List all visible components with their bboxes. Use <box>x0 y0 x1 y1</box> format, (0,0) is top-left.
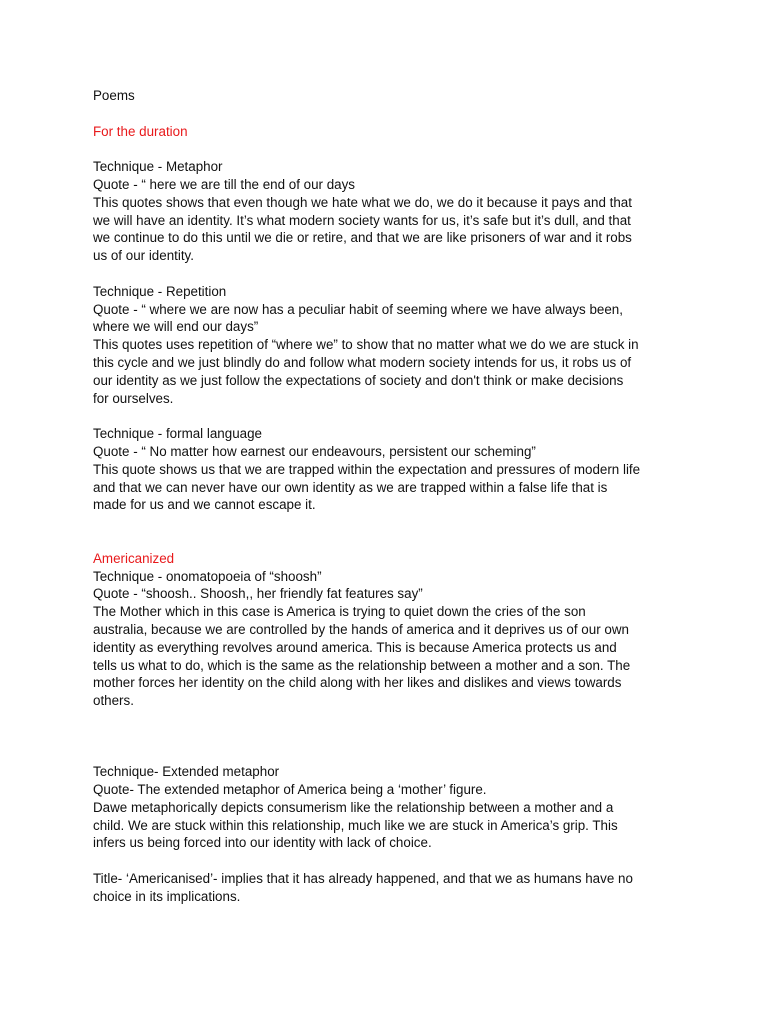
technique-label: Technique - Metaphor <box>93 159 223 175</box>
spacer <box>93 728 693 746</box>
analysis-line: we will have an identity. It’s what modern society wants for us, it’s safe but it’s dull, and that <box>93 212 631 228</box>
analysis-line: we continue to do this until we die or retire, and that we are like prisoners of war and it robs <box>93 230 632 246</box>
analysis-line: us of our identity. <box>93 248 194 264</box>
analysis-line: others. <box>93 693 134 709</box>
analysis-line: for ourselves. <box>93 390 174 406</box>
technique-label: Technique - Repetition <box>93 283 227 299</box>
quote-line: Quote- The extended metaphor of America being a ‘mother’ figure. <box>93 782 487 798</box>
section-heading-americanized: Americanized <box>93 550 175 566</box>
technique-label: Technique - formal language <box>93 426 262 442</box>
quote-line: Quote - “shoosh.. Shoosh,, her friendly fat features say” <box>93 586 423 602</box>
analysis-line: child. We are stuck within this relationship, much like we are stuck in America’s grip. This <box>93 817 618 833</box>
quote-line: Quote - “ where we are now has a peculiar habit of seeming where we have always been, <box>93 301 623 317</box>
analysis-line: Dawe metaphorically depicts consumerism like the relationship between a mother and a <box>93 799 614 815</box>
page-title: Poems <box>93 88 135 103</box>
analysis-line: infers us being forced into our identity with lack of choice. <box>93 835 432 851</box>
quote-line: Quote - “ No matter how earnest our endeavours, persistent our scheming” <box>93 443 536 459</box>
quote-line: where we will end our days” <box>93 319 259 335</box>
analysis-line: tells us what to do, which is the same as the relationship between a mother and a son. The <box>93 657 631 673</box>
technique-label: Technique- Extended metaphor <box>93 764 280 780</box>
analysis-line: our identity as we just follow the expectations of society and don't think or make decisions <box>93 372 624 388</box>
analysis-line: and that we can never have our own identity as we are trapped within a false life that is <box>93 479 608 495</box>
section-heading-for-the-duration: For the duration <box>93 123 188 139</box>
analysis-line: This quote shows us that we are trapped within the expectation and pressures of modern life <box>93 461 641 477</box>
spacer <box>93 745 693 763</box>
analysis-line: australia, because we are controlled by the hands of america and it deprives us of our own <box>93 621 629 637</box>
analysis-line: This quotes uses repetition of “where we” to show that no matter what we do we are stuck in <box>93 337 639 353</box>
analysis-line: This quotes shows that even though we hate what we do, we do it because it pays and that <box>93 194 632 210</box>
spacer <box>93 852 693 870</box>
analysis-line: mother forces her identity on the child along with her likes and dislikes and views towards <box>93 675 622 691</box>
title-note-line: Title- ‘Americanised’- implies that it has already happened, and that we as humans have no <box>93 871 633 887</box>
spacer <box>93 514 693 532</box>
title-note-line: choice in its implications. <box>93 888 241 904</box>
spacer <box>93 710 693 728</box>
spacer <box>93 105 693 123</box>
spacer <box>93 140 693 158</box>
document-page <box>93 87 693 906</box>
analysis-line: this cycle and we just blindly do and follow what modern society intends for us, it robs us of <box>93 354 632 370</box>
spacer <box>93 407 693 425</box>
analysis-line: The Mother which in this case is America is trying to quiet down the cries of the son <box>93 604 586 620</box>
analysis-line: made for us and we cannot escape it. <box>93 497 316 513</box>
technique-label: Technique - onomatopoeia of “shoosh” <box>93 568 322 584</box>
analysis-line: identity as everything revolves around america. This is because America protects us and <box>93 639 617 655</box>
spacer <box>93 265 693 283</box>
quote-line: Quote - “ here we are till the end of our days <box>93 176 356 192</box>
spacer <box>93 532 693 550</box>
